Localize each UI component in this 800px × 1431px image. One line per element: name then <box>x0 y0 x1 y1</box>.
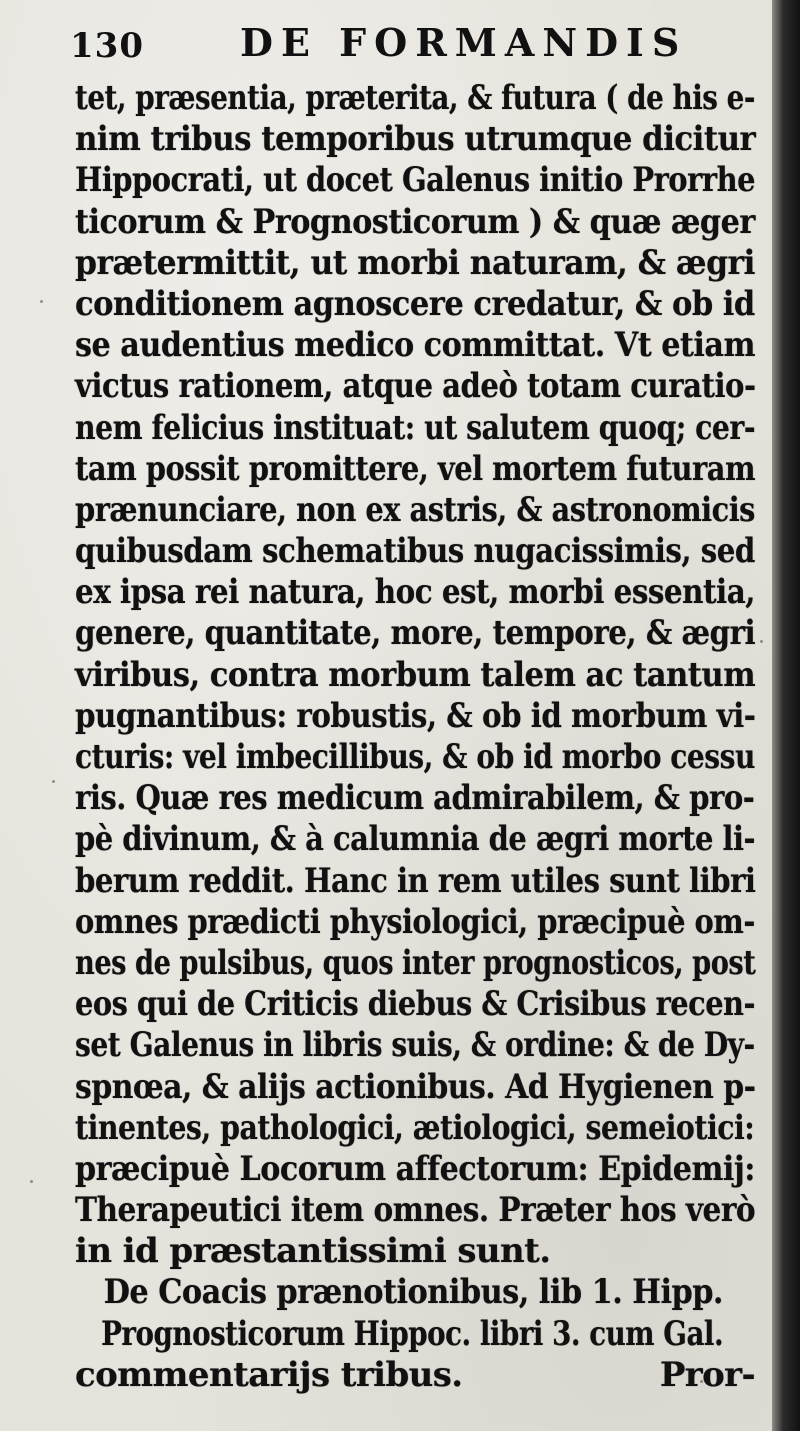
paper-speck <box>700 1380 703 1383</box>
text-line: omnes prædicti physiologici, præcipuè om- <box>75 901 755 942</box>
text-line: berum reddit. Hanc in rem utiles sunt libri <box>75 860 756 901</box>
book-title-line: Prognosticorum Hippoc. libri 3. cum Gal. <box>101 1313 724 1354</box>
body-text <box>75 78 755 1396</box>
text-line: præcipuè Locorum affectorum: Epidemij: <box>75 1148 755 1189</box>
text-line: tam possit promittere, vel mortem futuram <box>75 448 756 489</box>
text-line: nes de pulsibus, quos inter prognosticos, post <box>75 942 756 983</box>
text-line: Hippocrati, ut docet Galenus initio Prorrhe <box>75 160 756 201</box>
text-line: ticorum & Prognosticorum ) & quæ æger <box>75 201 755 242</box>
text-line: ris. Quæ res medicum admirabilem, & pro- <box>75 778 755 819</box>
last-text-line <box>75 1355 755 1396</box>
catchword: Pror- <box>659 1354 755 1395</box>
text-line: victus rationem, atque adeò totam curatio- <box>75 366 756 407</box>
text-line: pè divinum, & à calumnia de ægri morte li- <box>75 819 756 860</box>
paper-speck <box>40 300 43 303</box>
page-gutter-shadow <box>772 0 800 1431</box>
text-line: viribus, contra morbum talem ac tantum <box>75 654 756 695</box>
page-number: 130 <box>70 26 144 66</box>
text-line: pugnantibus: robustis, & ob id morbum vi- <box>75 695 756 736</box>
text-line: tinentes, pathologici, ætiologici, semeiotici: <box>75 1107 755 1148</box>
text-line: cturis: vel imbecillibus, & ob id morbo cessu <box>75 737 755 777</box>
text-line: genere, quantitate, more, tempore, & ægri <box>75 613 756 654</box>
text-line: spnœa, & alijs actionibus. Ad Hygienen p- <box>75 1066 756 1107</box>
text-line: nem felicius instituat: ut salutem quoq; cer- <box>75 407 756 448</box>
text-line: in id præstantissimi sunt. <box>75 1231 551 1272</box>
text-line: Therapeutici item omnes. Præter hos verò <box>75 1190 756 1231</box>
text-line: eos qui de Criticis diebus & Crisibus recen- <box>75 984 756 1025</box>
page-header <box>70 18 750 68</box>
running-head: DE FORMANDIS <box>240 20 688 65</box>
paper-speck <box>30 1180 33 1183</box>
text-line: prænunciare, non ex astris, & astronomicis <box>75 489 755 530</box>
text-line-end: commentarijs tribus. <box>75 1354 463 1395</box>
text-line: prætermittit, ut morbi naturam, & ægri <box>75 242 755 283</box>
text-line: tet, præsentia, præterita, & futura ( de his e- <box>75 78 755 118</box>
paper-speck <box>52 780 55 783</box>
paper-speck <box>760 640 763 643</box>
text-line: nim tribus temporibus utrumque dicitur <box>75 119 756 160</box>
text-line: set Galenus in libris suis, & ordine: & de Dy- <box>75 1025 755 1066</box>
book-title-line: De Coacis prænotionibus, lib 1. Hipp. <box>103 1272 723 1313</box>
text-line: se audentius medico committat. Vt etiam <box>75 325 755 366</box>
text-line: conditionem agnoscere credatur, & ob id <box>75 283 755 324</box>
text-line: quibusdam schematibus nugacissimis, sed <box>75 531 755 572</box>
text-line: ex ipsa rei natura, hoc est, morbi essentia, <box>75 572 755 613</box>
